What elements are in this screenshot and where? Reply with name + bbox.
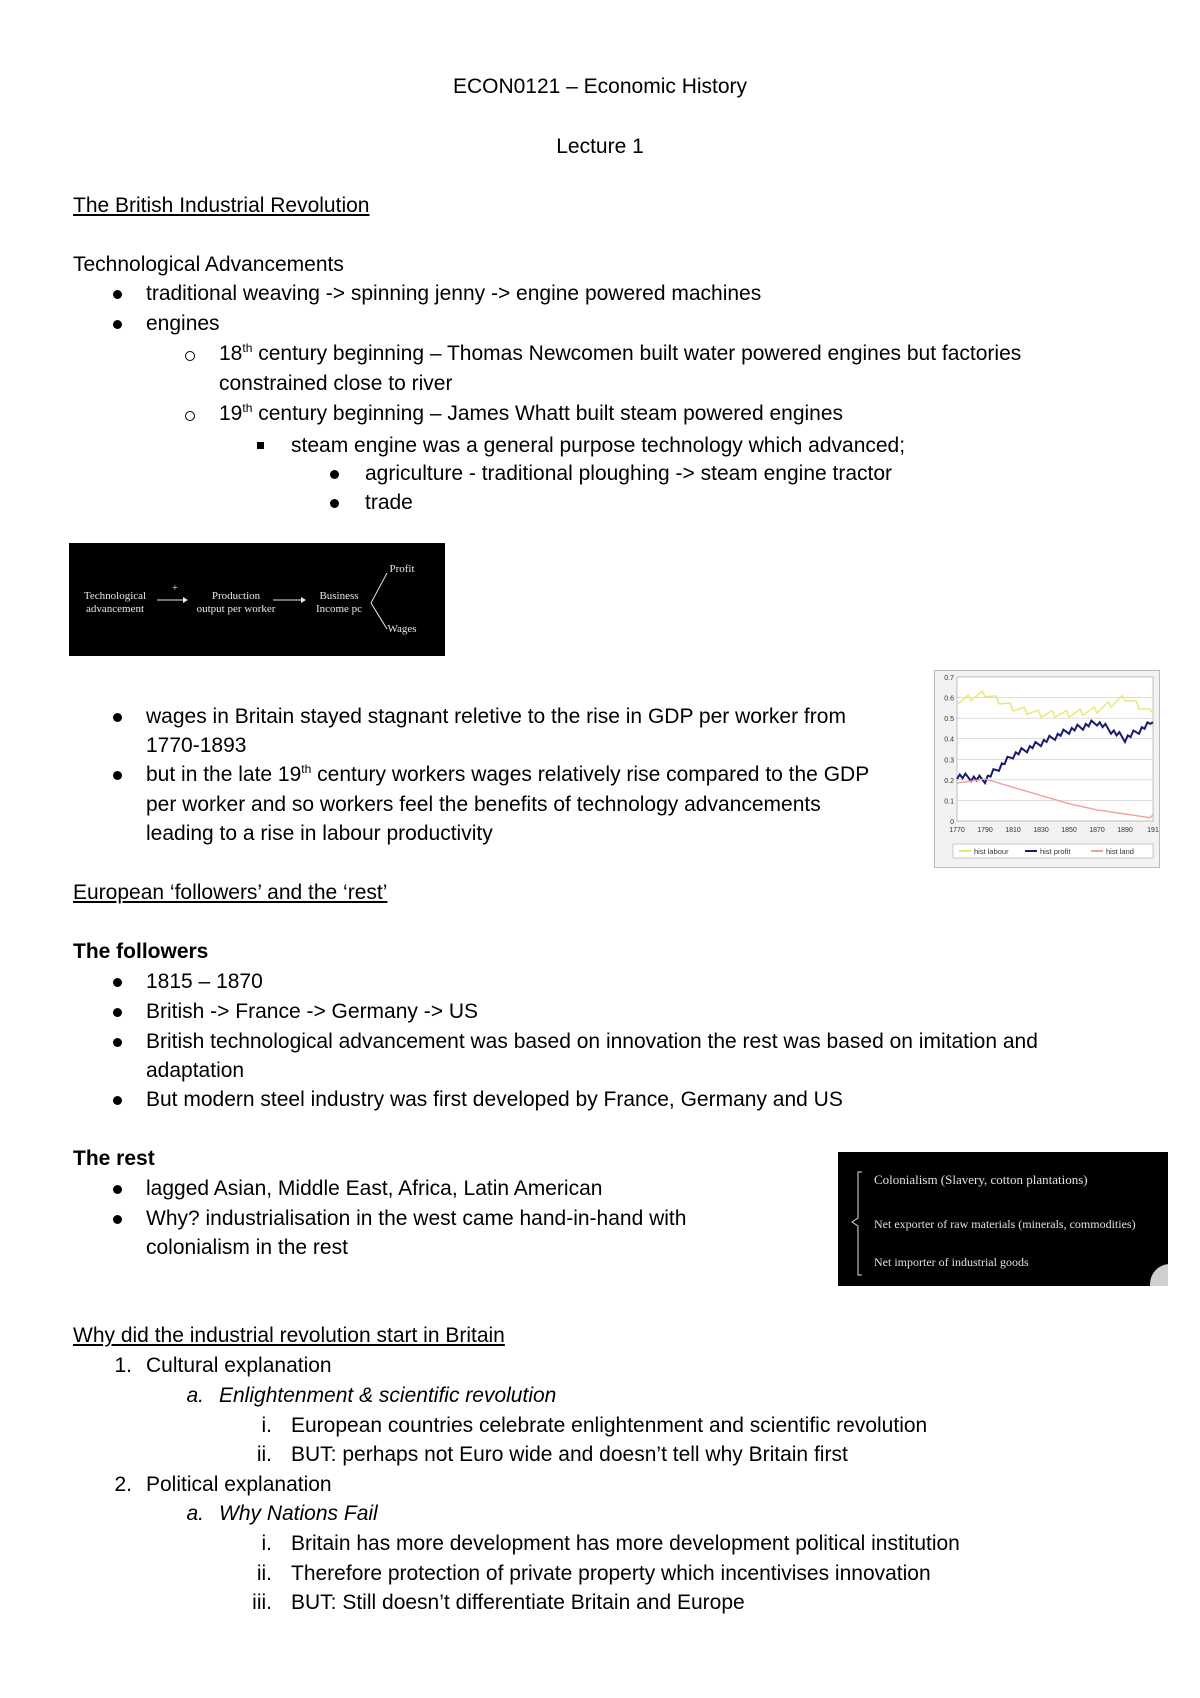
- list-item: Political explanation: [146, 1473, 332, 1496]
- factor-shares-chart: [934, 670, 1160, 868]
- list-item-continuation: leading to a rise in labour productivity: [146, 822, 493, 845]
- bullet-icon: [113, 978, 122, 987]
- diagram-arrow: [371, 603, 387, 629]
- colonial-line3: Net importer of industrial goods: [874, 1255, 1029, 1269]
- subheading-followers: The followers: [73, 940, 209, 963]
- colonial-line2: Net exporter of raw materials (minerals, commodities): [874, 1217, 1136, 1231]
- brace-icon: [852, 1172, 862, 1275]
- list-letter: a.: [186, 1384, 204, 1407]
- bullet-icon: [113, 1185, 122, 1194]
- colonialism-image: [838, 1152, 1168, 1286]
- list-item: agriculture - traditional ploughing -> steam engine tractor: [365, 462, 893, 485]
- list-item: traditional weaving -> spinning jenny -> engine powered machines: [146, 282, 762, 305]
- arrowhead-icon: [301, 597, 306, 603]
- list-item: Enlightenment & scientific revolution: [219, 1384, 557, 1407]
- x-tick-label: 1850: [1061, 827, 1077, 834]
- list-item: British -> France -> Germany -> US: [146, 1000, 479, 1023]
- bullet-icon: [113, 1038, 122, 1047]
- list-item: Why? industrialisation in the west came hand-in-hand with: [146, 1207, 687, 1230]
- x-tick-label: 1890: [1117, 827, 1133, 834]
- list-item: BUT: perhaps not Euro wide and doesn’t tell why Britain first: [291, 1443, 848, 1466]
- x-tick-label: 1790: [977, 827, 993, 834]
- list-number: 1.: [114, 1354, 132, 1377]
- globe-icon: [1150, 1264, 1168, 1286]
- list-item: Why Nations Fail: [219, 1502, 378, 1525]
- list-item: 19th century beginning – James Whatt built steam powered engines: [219, 401, 844, 425]
- bullet-icon: [330, 499, 339, 508]
- y-tick-label: 0.5: [944, 716, 954, 724]
- ring-bullet-icon: [185, 411, 195, 421]
- list-item: but in the late 19th century workers wages relatively rise compared to the GDP: [146, 762, 870, 786]
- ring-bullet-icon: [185, 351, 195, 361]
- bullet-icon: [113, 771, 122, 780]
- bullet-icon: [113, 1008, 122, 1017]
- list-item: steam engine was a general purpose technology which advanced;: [291, 434, 906, 457]
- list-item-continuation: per worker and so workers feel the benefits of technology advancements: [146, 793, 821, 816]
- list-item: trade: [365, 491, 413, 514]
- diagram-plus: +: [172, 583, 178, 594]
- legend-label: hist land: [1106, 847, 1134, 856]
- diagram-node2-line2: output per worker: [196, 603, 276, 615]
- legend-label: hist labour: [974, 847, 1009, 856]
- diagram-node1-line1: Technological: [83, 590, 147, 602]
- list-item: Therefore protection of private property which incentivises innovation: [291, 1562, 931, 1585]
- tech-advancement-diagram: [69, 543, 445, 656]
- list-roman: ii.: [256, 1443, 272, 1466]
- list-item-continuation: colonialism in the rest: [146, 1236, 348, 1259]
- legend-label: hist profit: [1040, 847, 1071, 856]
- list-item: 1815 – 1870: [146, 970, 263, 993]
- x-tick-label: 1770: [949, 827, 965, 834]
- bullet-icon: [113, 713, 122, 722]
- bullet-icon: [113, 1215, 122, 1224]
- list-number: 2.: [114, 1473, 132, 1496]
- list-item-continuation: constrained close to river: [219, 372, 453, 395]
- list-item: wages in Britain stayed stagnant reletive to the rise in GDP per worker from: [146, 705, 846, 728]
- list-item: Britain has more development has more development political institution: [291, 1532, 960, 1555]
- y-tick-label: 0.4: [944, 736, 954, 744]
- x-tick-label: 191: [1147, 827, 1159, 834]
- bullet-icon: [113, 1096, 122, 1105]
- list-item: BUT: Still doesn’t differentiate Britain and Europe: [291, 1591, 745, 1614]
- section-heading-why-britain: Why did the industrial revolution start in Britain: [73, 1324, 505, 1347]
- diagram-branch-bottom: Wages: [387, 623, 417, 635]
- y-tick-label: 0.2: [944, 777, 954, 785]
- list-item: engines: [146, 312, 220, 335]
- y-tick-label: 0.7: [944, 675, 954, 682]
- diagram-branch-top: Profit: [389, 563, 415, 575]
- list-item: Cultural explanation: [146, 1354, 332, 1377]
- subheading-rest: The rest: [73, 1147, 155, 1170]
- lecture-title: Lecture 1: [556, 135, 644, 158]
- bullet-icon: [330, 470, 339, 479]
- y-tick-label: 0.3: [944, 757, 954, 765]
- square-bullet-icon: [257, 442, 264, 449]
- subheading-tech-advancements: Technological Advancements: [73, 253, 344, 276]
- list-letter: a.: [186, 1502, 204, 1525]
- diagram-node2-line1: Production: [211, 590, 261, 602]
- y-tick-label: 0: [950, 819, 954, 826]
- y-tick-label: 0.1: [944, 798, 954, 806]
- x-tick-label: 1810: [1005, 827, 1021, 834]
- list-item: But modern steel industry was first developed by France, Germany and US: [146, 1088, 843, 1111]
- diagram-arrow: [371, 573, 387, 603]
- list-item: lagged Asian, Middle East, Africa, Latin American: [146, 1177, 603, 1200]
- list-item-continuation: adaptation: [146, 1059, 245, 1082]
- diagram-node1-line2: advancement: [85, 603, 145, 615]
- list-roman: i.: [261, 1532, 272, 1555]
- section-heading-followers-rest: European ‘followers’ and the ‘rest’: [73, 881, 388, 904]
- list-item: British technological advancement was based on innovation the rest was based on imitation and: [146, 1030, 1038, 1053]
- bullet-icon: [113, 290, 122, 299]
- list-item: 18th century beginning – Thomas Newcomen built water powered engines but factories: [219, 341, 1022, 365]
- diagram-node3-line1: Business: [319, 590, 359, 602]
- y-tick-label: 0.6: [944, 695, 954, 703]
- diagram-node3-line2: Income pc: [315, 603, 363, 615]
- list-roman: iii.: [252, 1591, 272, 1614]
- list-roman: ii.: [256, 1562, 272, 1585]
- list-item: European countries celebrate enlightenment and scientific revolution: [291, 1414, 928, 1437]
- bullet-icon: [113, 320, 122, 329]
- list-roman: i.: [261, 1414, 272, 1437]
- colonial-line1: Colonialism (Slavery, cotton plantations): [874, 1172, 1088, 1187]
- arrowhead-icon: [183, 597, 188, 603]
- course-title: ECON0121 – Economic History: [452, 75, 748, 98]
- section-heading-industrial-revolution: The British Industrial Revolution: [73, 194, 370, 217]
- list-item-continuation: 1770-1893: [146, 734, 247, 757]
- x-tick-label: 1870: [1089, 827, 1105, 834]
- x-tick-label: 1830: [1033, 827, 1049, 834]
